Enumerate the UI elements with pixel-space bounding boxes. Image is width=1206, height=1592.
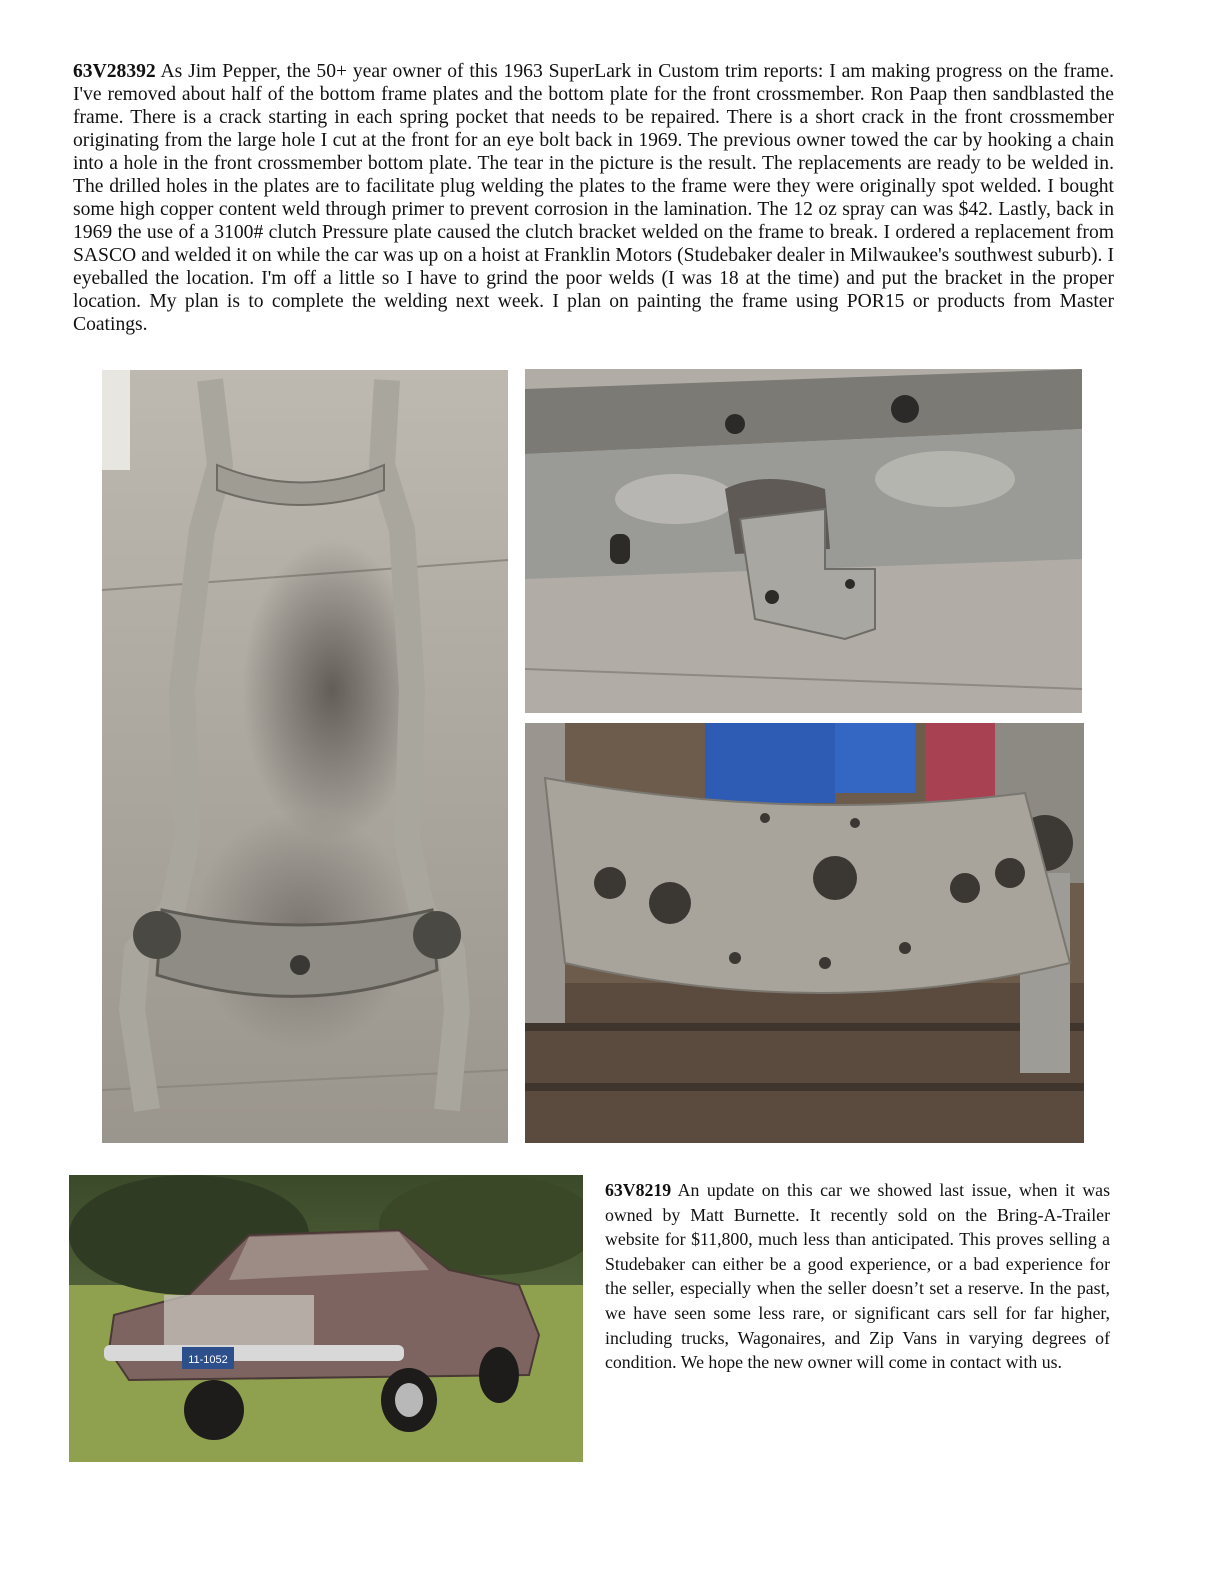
frame-overview-photo: [102, 370, 508, 1143]
replacement-plate-photo: [525, 723, 1084, 1143]
article-1-paragraph: [73, 60, 1114, 336]
studebaker-car-photo: [69, 1175, 583, 1462]
article-2-vin: 63V8219: [605, 1180, 672, 1200]
article-1-vin: 63V28392: [73, 61, 156, 82]
license-plate-text: 11-1052: [188, 1354, 228, 1366]
article-2-paragraph: [605, 1178, 1110, 1375]
clutch-bracket-photo: [525, 369, 1082, 713]
article-2-body: An update on this car we showed last issue, when it was owned by Matt Burnette. It recently sold on the Bring-A-Trailer website for $11,800, much less than anticipated. This proves selling a Studebaker can either be a good experience, or a bad experience for the seller, especially when the seller doesn’t set a reserve. In the past, we have seen some less rare, or significant cars sell for far higher, including trucks, Wagonaires, and Zip Vans in varying degrees of condition. We hope the new owner will come in contact with us.: [605, 1180, 1110, 1373]
article-1-body: As Jim Pepper, the 50+ year owner of this 1963 SuperLark in Custom trim reports: I am making progress on the frame. I've removed about half of the bottom frame plates and the bottom plate for the front crossmember. Ron Paap then sandblasted the frame. There is a crack starting in each spring pocket that needs to be repaired. There is a short crack in the front crossmember originating from the large hole I cut at the front for an eye bolt back in 1969. The previous owner towed the car by hooking a chain into a hole in the front crossmember bottom plate. The tear in the picture is the result. The replacements are ready to be welded in. The drilled holes in the plates are to facilitate plug welding the plates to the frame were they were originally spot welded. I bought some high copper content weld through primer to prevent corrosion in the lamination. The 12 oz spray can was $42. Lastly, back in 1969 the use of a 3100# clutch Pressure plate caused the clutch bracket welded on the frame to break. I ordered a replacement from SASCO and welded it on while the car was up on a hoist at Franklin Motors (Studebaker dealer in Milwaukee's southwest suburb). I eyeballed the location. I'm off a little so I have to grind the poor welds (I was 18 at the time) and put the bracket in the proper location. My plan is to complete the welding next week. I plan on painting the frame using POR15 or products from Master Coatings.: [73, 61, 1114, 335]
